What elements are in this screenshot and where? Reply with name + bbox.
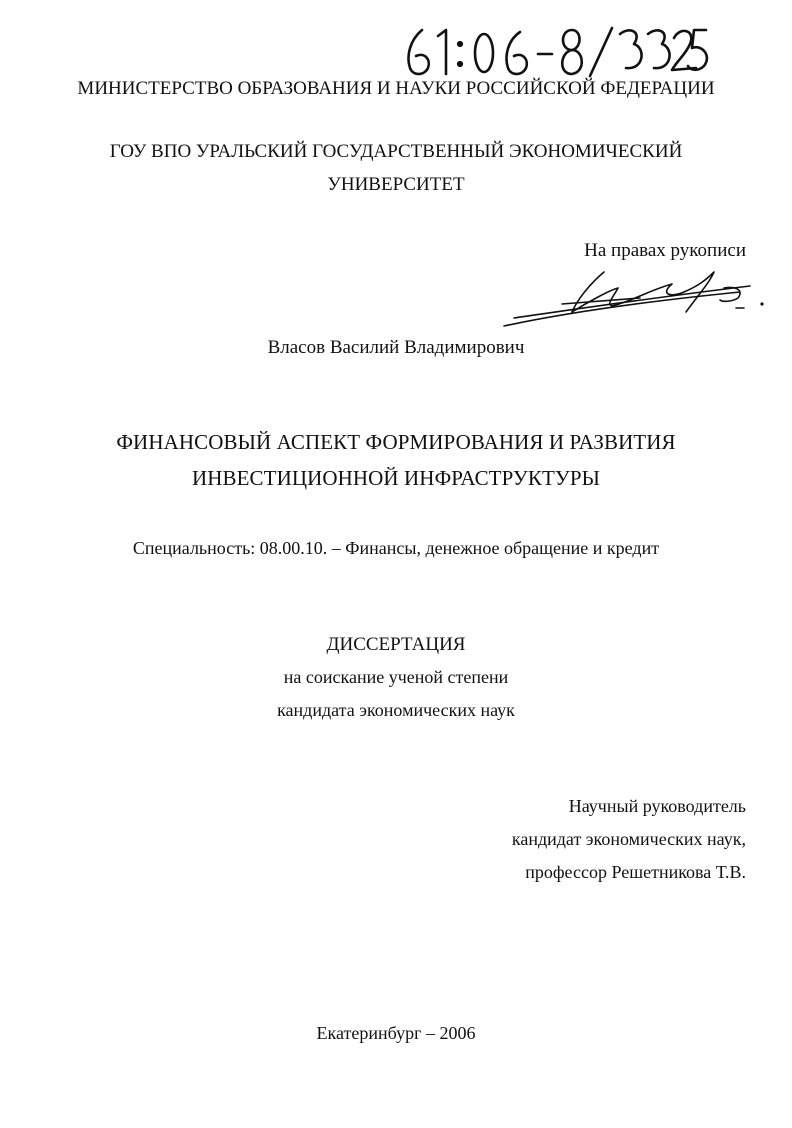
- supervisor-line-1: Научный руководитель: [568, 796, 746, 816]
- supervisor-line-2: кандидат экономических наук,: [511, 829, 746, 849]
- specialty-line: Специальность: 08.00.10. – Финансы, денежное обращение и кредит: [132, 538, 660, 558]
- supervisor-line-3: профессор Решетникова Т.В.: [525, 862, 746, 882]
- city-year: Екатеринбург – 2006: [316, 1023, 476, 1043]
- author-signature: [500, 268, 770, 334]
- degree-line-1: на соискание ученой степени: [283, 667, 509, 687]
- author-name: Власов Василий Владимирович: [267, 337, 525, 358]
- rights-reserved-label: На правах рукописи: [584, 240, 746, 261]
- university-line-2: УНИВЕРСИТЕТ: [327, 174, 465, 195]
- thesis-title-line-2: ИНВЕСТИЦИОННОЙ ИНФРАСТРУКТУРЫ: [191, 466, 601, 490]
- ministry-line: МИНИСТЕРСТВО ОБРАЗОВАНИЯ И НАУКИ РОССИЙСКОЙ ФЕДЕРАЦИИ: [77, 78, 715, 99]
- thesis-title-line-1: ФИНАНСОВЫЙ АСПЕКТ ФОРМИРОВАНИЯ И РАЗВИТИЯ: [116, 430, 676, 454]
- handwritten-archive-number: [400, 22, 710, 80]
- degree-line-2: кандидата экономических наук: [277, 700, 515, 720]
- dissertation-heading: ДИССЕРТАЦИЯ: [326, 634, 466, 655]
- university-line-1: ГОУ ВПО УРАЛЬСКИЙ ГОСУДАРСТВЕННЫЙ ЭКОНОМИЧЕСКИЙ: [109, 141, 683, 162]
